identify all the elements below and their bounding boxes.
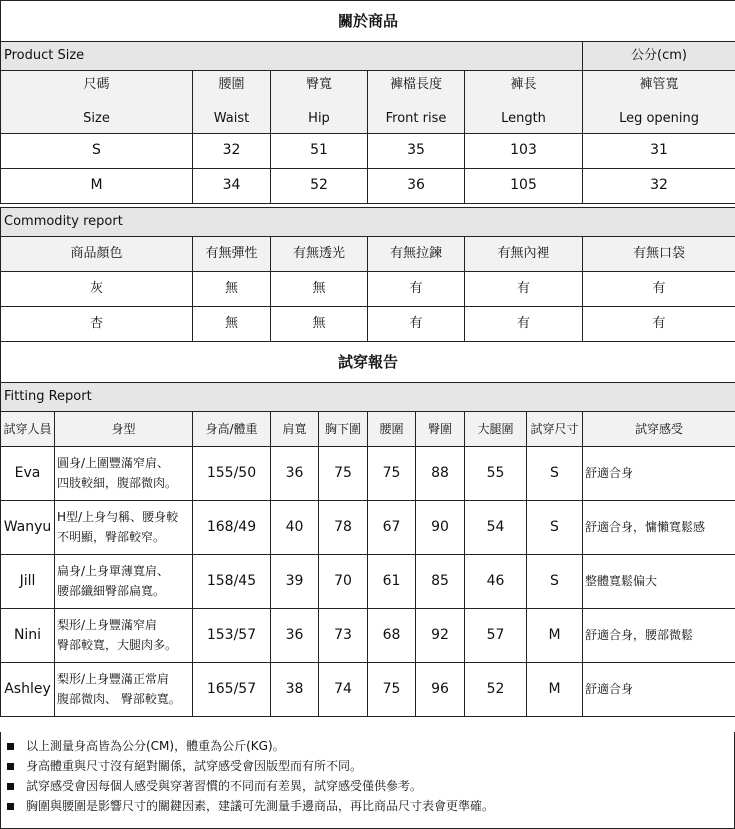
fitting-row — [1, 447, 735, 501]
table-cell: 灰 — [1, 272, 193, 307]
underbust: 74 — [319, 663, 368, 717]
header-cell: 有無內裡 — [465, 237, 583, 272]
table-cell: 有 — [368, 307, 465, 342]
waist: 75 — [368, 447, 416, 501]
table-cell: 35 — [368, 134, 465, 169]
height-weight: 153/57 — [193, 609, 271, 663]
waist: 61 — [368, 555, 416, 609]
tester-name: Eva — [1, 447, 55, 501]
trial-size: S — [527, 555, 583, 609]
body-type: 梨形/上身豐滿正常肩 腹部微肉、 臀部較寬。 — [55, 663, 193, 717]
fit-feeling: 舒適合身 — [583, 447, 735, 501]
header-cell: 胸下圍 — [319, 412, 368, 447]
thigh: 55 — [465, 447, 527, 501]
header-cell: 褲檔長度 Front rise — [368, 71, 465, 134]
note-item: 胸圍與腰圍是影響尺寸的關鍵因素，建議可先測量手邊商品，再比商品尺寸表會更準確。 — [7, 796, 734, 816]
fitting-label: Fitting Report — [1, 383, 735, 412]
header-cell: 有無拉鍊 — [368, 237, 465, 272]
trial-size: S — [527, 447, 583, 501]
header-cell: 身型 — [55, 412, 193, 447]
note-item: 試穿感受會因每個人感受與穿著習慣的不同而有差異，試穿感受僅供參考。 — [7, 776, 734, 796]
size-row — [1, 169, 735, 204]
product-table — [0, 0, 735, 342]
body-type: H型/上身勻稱、腰身較 不明顯，臀部較窄。 — [55, 501, 193, 555]
height-weight: 165/57 — [193, 663, 271, 717]
body-type: 圓身/上圍豐滿窄肩、 四肢較細，腹部微肉。 — [55, 447, 193, 501]
note-item: 以上測量身高皆為公分(CM)，體重為公斤(KG)。 — [7, 736, 734, 756]
product-size-label: Product Size — [1, 42, 583, 71]
header-cell: 褲管寬 Leg opening — [583, 71, 735, 134]
fit-feeling: 整體寬鬆偏大 — [583, 555, 735, 609]
waist: 68 — [368, 609, 416, 663]
header-cell: 腰圍 — [368, 412, 416, 447]
table-cell: 無 — [271, 272, 368, 307]
thigh: 57 — [465, 609, 527, 663]
fitting-header-row — [1, 412, 735, 447]
hip: 90 — [416, 501, 465, 555]
commodity-label: Commodity report — [1, 208, 735, 237]
table-cell: 105 — [465, 169, 583, 204]
fitting-title: 試穿報告 — [1, 342, 735, 383]
table-cell: 有 — [465, 307, 583, 342]
tester-name: Ashley — [1, 663, 55, 717]
height-weight: 168/49 — [193, 501, 271, 555]
header-cell: 身高/體重 — [193, 412, 271, 447]
fitting-row — [1, 663, 735, 717]
tester-name: Jill — [1, 555, 55, 609]
underbust: 70 — [319, 555, 368, 609]
hip: 88 — [416, 447, 465, 501]
trial-size: M — [527, 663, 583, 717]
header-cell: 肩寬 — [271, 412, 319, 447]
fit-feeling: 舒適合身，腰部微鬆 — [583, 609, 735, 663]
commodity-row — [1, 272, 735, 307]
header-cell: 臀寬 Hip — [271, 71, 368, 134]
size-row — [1, 134, 735, 169]
table-cell: M — [1, 169, 193, 204]
waist: 67 — [368, 501, 416, 555]
table-cell: 52 — [271, 169, 368, 204]
square-bullet-icon — [7, 803, 14, 810]
table-cell: 51 — [271, 134, 368, 169]
unit-label: 公分(cm) — [583, 42, 735, 71]
body-type: 扁身/上身單薄寬肩、 腰部纖細臀部扁寬。 — [55, 555, 193, 609]
header-cell: 試穿人員 — [1, 412, 55, 447]
square-bullet-icon — [7, 763, 14, 770]
underbust: 73 — [319, 609, 368, 663]
trial-size: S — [527, 501, 583, 555]
fitting-row — [1, 609, 735, 663]
table-cell: 有 — [583, 272, 735, 307]
trial-size: M — [527, 609, 583, 663]
table-cell: 31 — [583, 134, 735, 169]
notes-box — [0, 732, 735, 829]
header-cell: 試穿尺寸 — [527, 412, 583, 447]
table-cell: 無 — [193, 272, 271, 307]
hip: 92 — [416, 609, 465, 663]
shoulder: 39 — [271, 555, 319, 609]
table-cell: S — [1, 134, 193, 169]
hip: 96 — [416, 663, 465, 717]
size-header-row — [1, 71, 735, 134]
product-title: 關於商品 — [1, 1, 735, 42]
header-cell: 商品顏色 — [1, 237, 193, 272]
height-weight: 155/50 — [193, 447, 271, 501]
tester-name: Wanyu — [1, 501, 55, 555]
fit-feeling: 舒適合身 — [583, 663, 735, 717]
thigh: 54 — [465, 501, 527, 555]
body-type: 梨形/上身豐滿窄肩 臀部較寬，大腿肉多。 — [55, 609, 193, 663]
table-cell: 無 — [271, 307, 368, 342]
fit-feeling: 舒適合身，慵懶寬鬆感 — [583, 501, 735, 555]
header-cell: 尺碼 Size — [1, 71, 193, 134]
note-item: 身高體重與尺寸沒有絕對關係，試穿感受會因版型而有所不同。 — [7, 756, 734, 776]
header-cell: 有無彈性 — [193, 237, 271, 272]
table-cell: 有 — [465, 272, 583, 307]
square-bullet-icon — [7, 743, 14, 750]
table-cell: 34 — [193, 169, 271, 204]
underbust: 75 — [319, 447, 368, 501]
height-weight: 158/45 — [193, 555, 271, 609]
shoulder: 40 — [271, 501, 319, 555]
fitting-table — [0, 341, 735, 717]
hip: 85 — [416, 555, 465, 609]
waist: 75 — [368, 663, 416, 717]
shoulder: 36 — [271, 447, 319, 501]
table-cell: 杏 — [1, 307, 193, 342]
table-cell: 有 — [583, 307, 735, 342]
header-cell: 試穿感受 — [583, 412, 735, 447]
commodity-header-row — [1, 237, 735, 272]
table-cell: 無 — [193, 307, 271, 342]
table-cell: 103 — [465, 134, 583, 169]
table-cell: 32 — [193, 134, 271, 169]
header-cell: 有無透光 — [271, 237, 368, 272]
shoulder: 36 — [271, 609, 319, 663]
table-cell: 36 — [368, 169, 465, 204]
header-cell: 褲長 Length — [465, 71, 583, 134]
tester-name: Nini — [1, 609, 55, 663]
square-bullet-icon — [7, 783, 14, 790]
underbust: 78 — [319, 501, 368, 555]
header-cell: 腰圍 Waist — [193, 71, 271, 134]
table-cell: 32 — [583, 169, 735, 204]
fitting-row — [1, 555, 735, 609]
table-cell: 有 — [368, 272, 465, 307]
fitting-row — [1, 501, 735, 555]
shoulder: 38 — [271, 663, 319, 717]
header-cell: 大腿圍 — [465, 412, 527, 447]
header-cell: 臀圍 — [416, 412, 465, 447]
thigh: 52 — [465, 663, 527, 717]
thigh: 46 — [465, 555, 527, 609]
notes-list — [1, 732, 734, 816]
commodity-row — [1, 307, 735, 342]
header-cell: 有無口袋 — [583, 237, 735, 272]
